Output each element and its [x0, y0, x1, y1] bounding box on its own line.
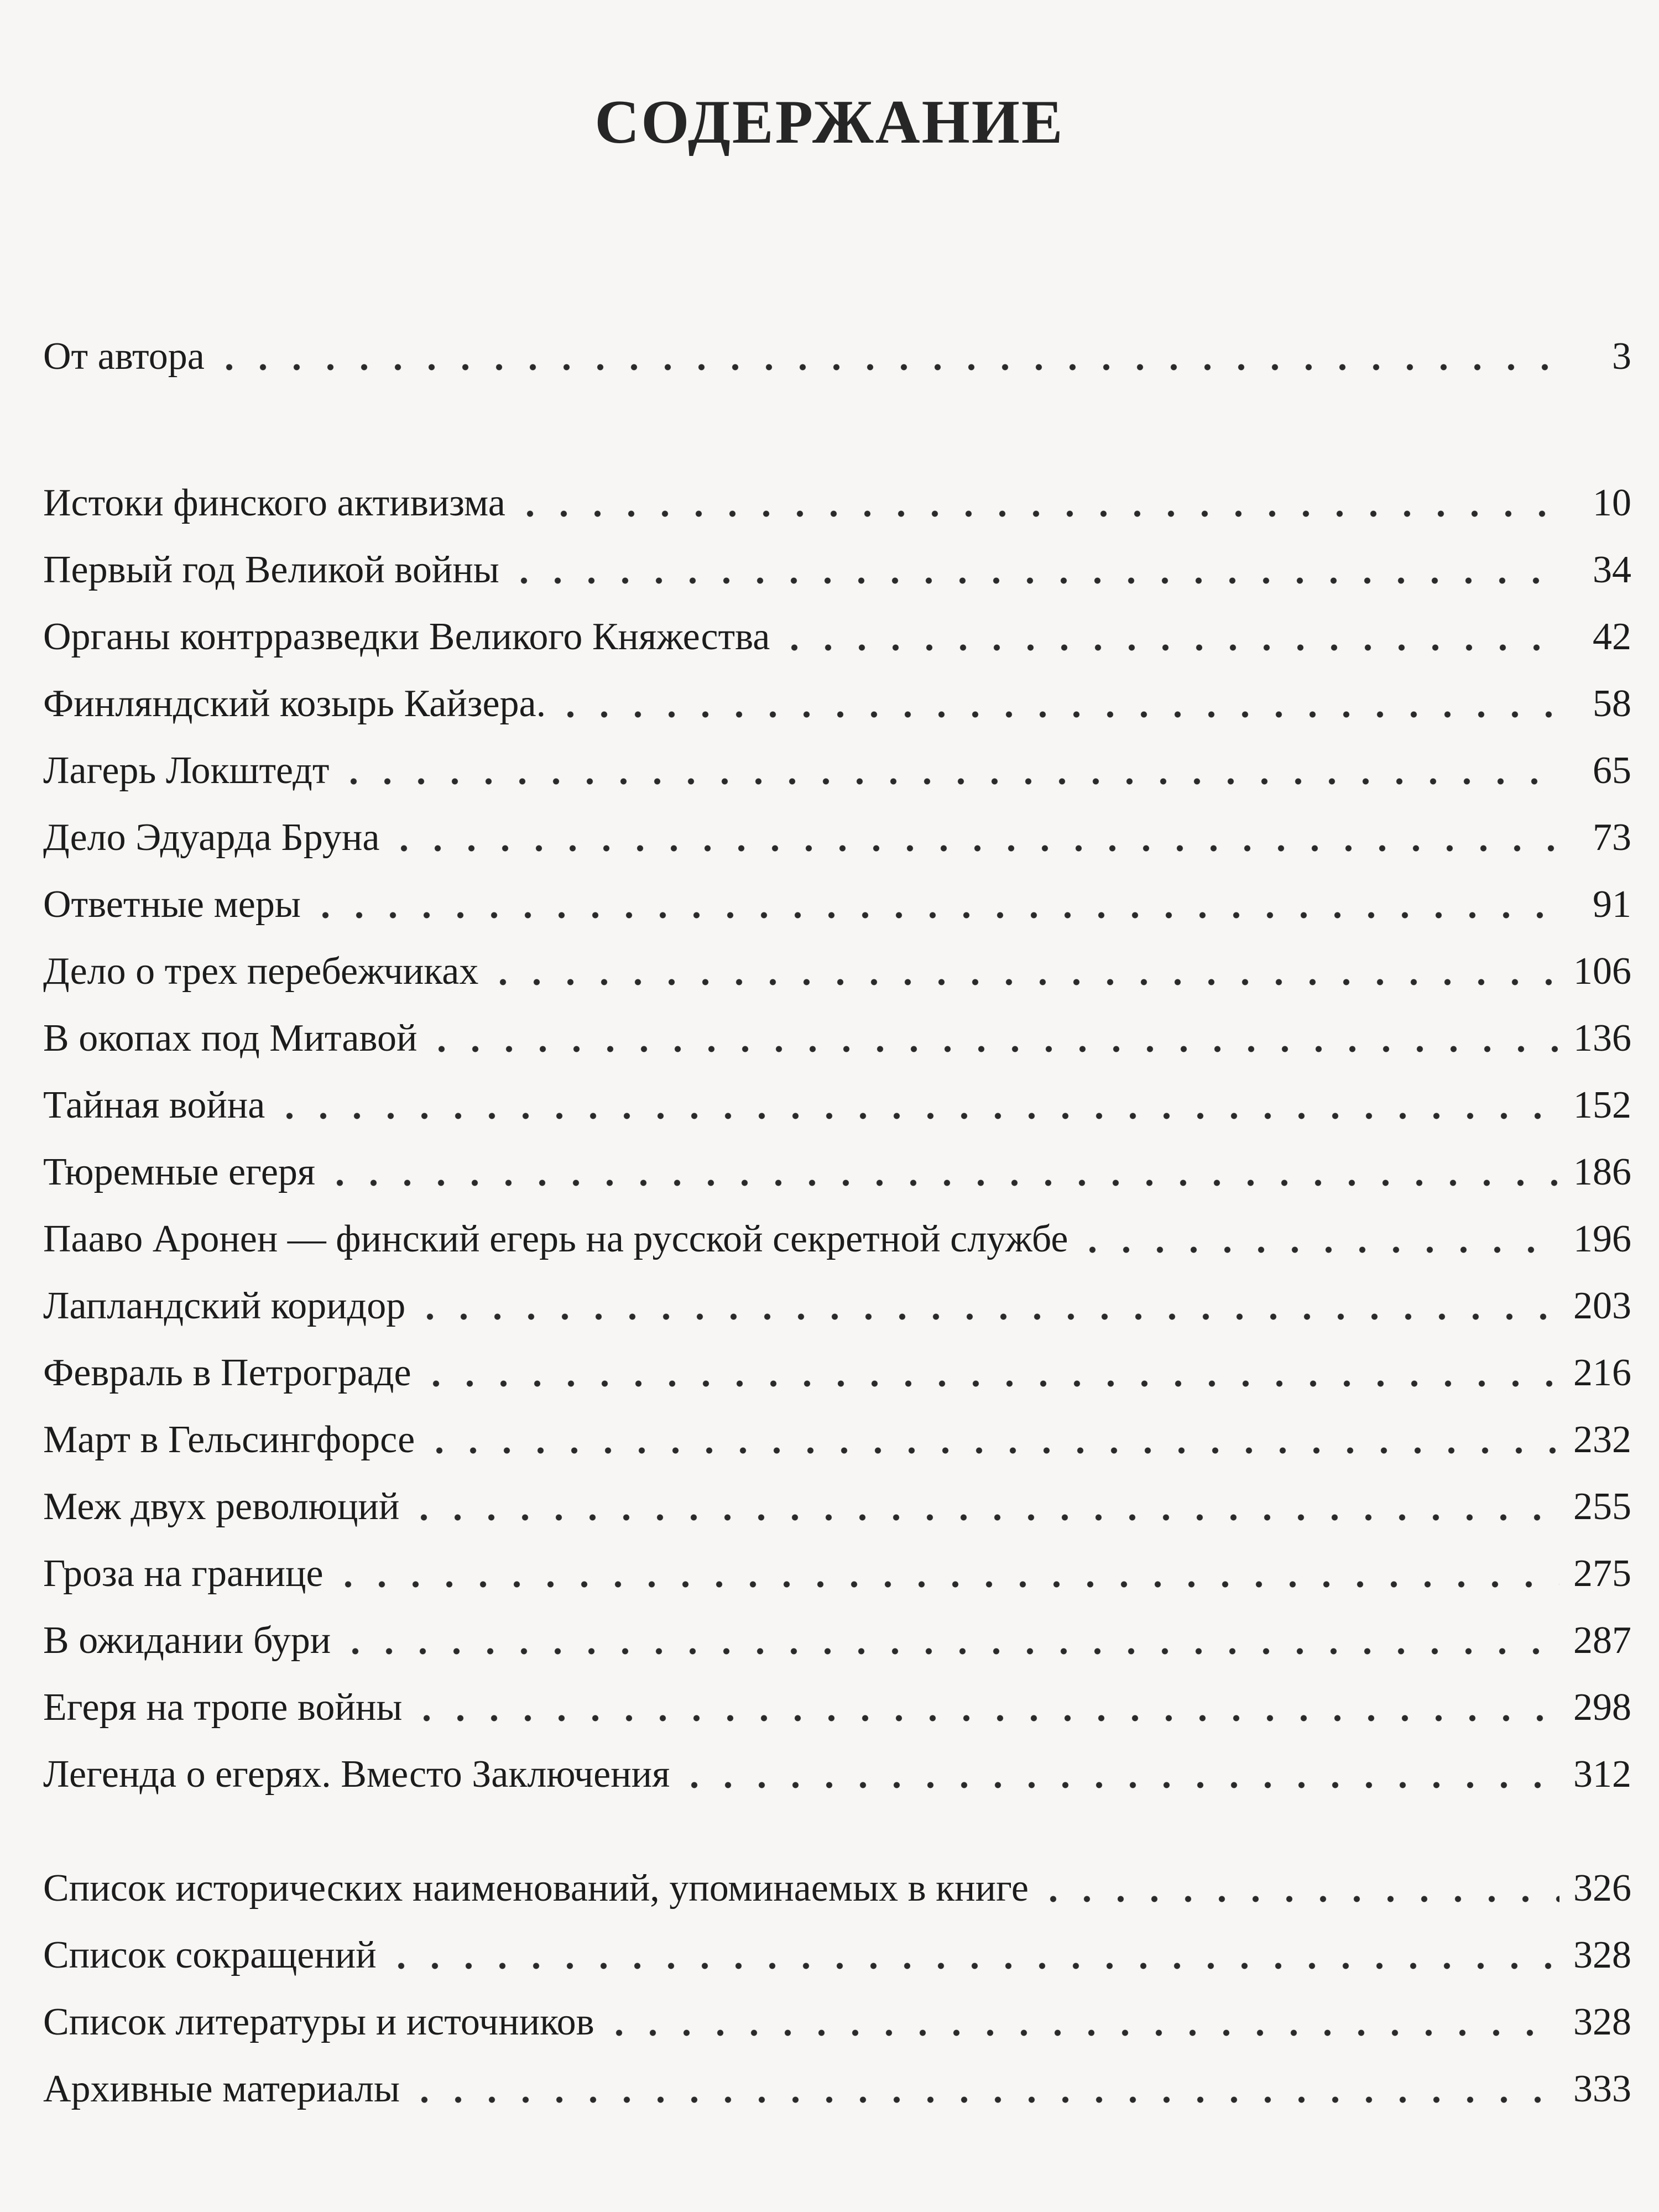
toc-entry-page-number: 328 [1573, 1934, 1631, 1976]
toc-entry[interactable] [43, 1471, 1631, 1526]
toc-entry-page-number: 232 [1573, 1418, 1631, 1461]
toc-entry-page-number: 186 [1573, 1151, 1631, 1193]
dot-leader [331, 1579, 1559, 1590]
toc-entry-title: Гроза на границе [43, 1552, 324, 1595]
toc-entry[interactable] [43, 1337, 1631, 1392]
toc-entry-title: От автора [43, 335, 205, 378]
toc-entry-title: Органы контрразведки Великого Княжества [43, 615, 770, 658]
dot-leader [387, 843, 1559, 854]
toc-entry-page-number: 136 [1573, 1017, 1631, 1060]
toc-entry[interactable] [43, 735, 1631, 790]
toc-entry-title: Дело о трех перебежчиках [43, 950, 479, 993]
toc-entry-title: Лагерь Локштедт [43, 749, 330, 792]
toc-entry-title: Тюремные егеря [43, 1151, 316, 1193]
toc-entry-title: В ожидании бури [43, 1619, 331, 1662]
toc-entry-page-number: 152 [1573, 1084, 1631, 1126]
toc-entry[interactable] [43, 869, 1631, 924]
toc-entry[interactable] [43, 1203, 1631, 1259]
toc-entry[interactable] [43, 802, 1631, 857]
dot-leader [408, 2094, 1559, 2105]
toc-entry-title: В окопах под Митавой [43, 1017, 418, 1060]
toc-entry-page-number: 275 [1573, 1552, 1631, 1595]
toc-entry[interactable] [43, 1538, 1631, 1593]
dot-leader [309, 910, 1559, 921]
toc-entry-title: Первый год Великой войны [43, 549, 499, 591]
dot-leader [513, 508, 1559, 519]
toc-entry[interactable] [43, 534, 1631, 589]
dot-leader [410, 1713, 1559, 1724]
dot-leader [425, 1044, 1559, 1055]
toc-entry-title: Список сокращений [43, 1934, 377, 1976]
toc-entry-page-number: 326 [1573, 1867, 1631, 1910]
dot-leader [554, 709, 1559, 720]
toc-entry-page-number: 255 [1573, 1485, 1631, 1528]
toc-entry[interactable] [43, 1986, 1631, 2042]
dot-leader [323, 1177, 1559, 1188]
toc-entry-title: Архивные материалы [43, 2068, 400, 2110]
toc-entry[interactable] [43, 1404, 1631, 1459]
toc-entry-page-number: 106 [1573, 950, 1631, 993]
toc-entry-title: Список литературы и источников [43, 2001, 594, 2043]
dot-leader [337, 776, 1559, 787]
toc-entry[interactable] [43, 668, 1631, 723]
dot-leader [778, 642, 1559, 653]
toc-entry-page-number: 328 [1573, 2001, 1631, 2043]
toc-entry-page-number: 34 [1593, 549, 1631, 591]
dot-leader [1036, 1893, 1559, 1905]
toc-entry-title: Истоки финского активизма [43, 482, 505, 524]
toc-entry[interactable] [43, 936, 1631, 991]
dot-leader [338, 1646, 1559, 1657]
toc-entry[interactable] [43, 1605, 1631, 1660]
toc-entry-page-number: 203 [1573, 1285, 1631, 1327]
dot-leader [507, 575, 1559, 586]
toc-entry-title: Меж двух революций [43, 1485, 400, 1528]
toc-entry[interactable] [43, 1739, 1631, 1794]
toc-entry-title: Пааво Аронен — финский егерь на русской секретной службе [43, 1218, 1068, 1260]
toc-entry-title: Ответные меры [43, 883, 301, 926]
dot-leader [422, 1445, 1559, 1456]
page-title: СОДЕРЖАНИЕ [594, 88, 1065, 156]
toc-entry-title: Список исторических наименований, упоминаемых в книге [43, 1867, 1029, 1910]
toc-entry-page-number: 196 [1573, 1218, 1631, 1260]
toc-entry-page-number: 58 [1593, 682, 1631, 725]
toc-entry[interactable] [43, 1270, 1631, 1326]
toc-entry-title: Егеря на тропе войны [43, 1686, 403, 1729]
toc-entry-title: Тайная война [43, 1084, 265, 1126]
toc-entry-title: Февраль в Петрограде [43, 1352, 411, 1394]
toc-entry[interactable] [43, 1070, 1631, 1125]
toc-entry[interactable] [43, 467, 1631, 523]
toc-entry[interactable] [43, 601, 1631, 656]
toc-entry[interactable] [43, 1672, 1631, 1727]
toc-entry[interactable] [43, 1853, 1631, 1908]
toc-entry-title: Финляндский козырь Кайзера. [43, 682, 546, 725]
toc-entry-page-number: 333 [1573, 2068, 1631, 2110]
dot-leader [212, 362, 1559, 373]
dot-leader [384, 1960, 1559, 1971]
toc-entry-title: Дело Эдуарда Бруна [43, 816, 380, 859]
toc-entry-title: Легенда о егерях. Вместо Заключения [43, 1753, 670, 1796]
toc-entry-page-number: 216 [1573, 1352, 1631, 1394]
toc-entry-page-number: 312 [1573, 1753, 1631, 1796]
dot-leader [677, 1780, 1559, 1791]
toc-entry[interactable] [43, 1919, 1631, 1975]
toc-entry-page-number: 42 [1593, 615, 1631, 658]
toc-entry[interactable] [43, 1003, 1631, 1058]
dot-leader [407, 1512, 1559, 1523]
toc-entry-page-number: 298 [1573, 1686, 1631, 1729]
dot-leader [273, 1110, 1559, 1121]
toc-entry-page-number: 73 [1593, 816, 1631, 859]
toc-entry[interactable] [43, 2053, 1631, 2109]
dot-leader [486, 977, 1559, 988]
dot-leader [413, 1311, 1559, 1322]
toc-entry[interactable] [43, 1136, 1631, 1192]
toc-entry-page-number: 3 [1612, 335, 1631, 378]
dot-leader [1076, 1244, 1559, 1255]
dot-leader [602, 2027, 1559, 2038]
toc-entry-title: Лапландский коридор [43, 1285, 406, 1327]
toc-entry-title: Март в Гельсингфорсе [43, 1418, 415, 1461]
toc-entry-page-number: 91 [1593, 883, 1631, 926]
toc-entry-page-number: 10 [1593, 482, 1631, 524]
dot-leader [419, 1378, 1559, 1389]
toc-entry-page-number: 65 [1593, 749, 1631, 792]
toc-entry-page-number: 287 [1573, 1619, 1631, 1662]
toc-entry[interactable] [43, 321, 1631, 376]
